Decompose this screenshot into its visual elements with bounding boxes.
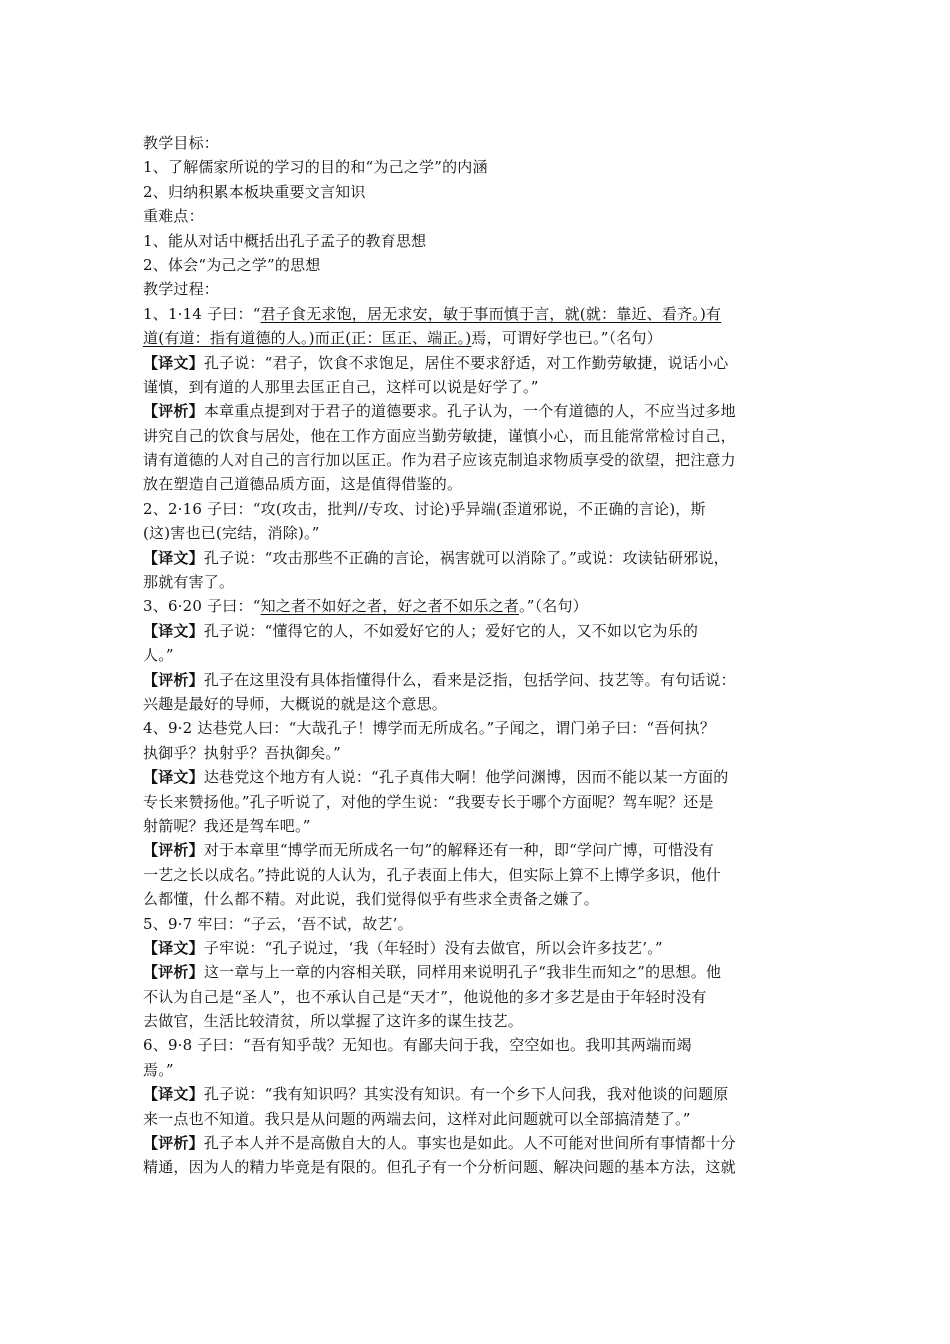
underlined-quote: 君子食无求饱，居无求安，敏于事而慎于言，就(就：靠近、看齐。)有: [260, 304, 722, 323]
section-tag: 【译文】: [143, 768, 204, 787]
line-text: 2、归纳积累本板块重要文言知识: [143, 182, 366, 201]
text-line: [143, 521, 813, 545]
text-line: [143, 863, 813, 887]
text-line: [143, 1009, 813, 1033]
line-text: 孔子本人并不是高傲自大的人。事实也是如此。人不可能对世间所有事情都十分: [203, 1134, 736, 1153]
text-line: [143, 692, 813, 716]
line-text: 射箭呢？我还是驾车吧。”: [143, 816, 311, 835]
text-line: [143, 1058, 813, 1082]
line-text: 教学目标：: [143, 134, 220, 152]
line-text: 本章重点提到对于君子的道德要求。孔子认为，一个有道德的人，不应当过多地: [203, 402, 736, 421]
text-line: [143, 912, 813, 936]
line-text: 讲究自己的饮食与居处，他在工作方面应当勤劳敏捷，谨慎小心，而且能常常检讨自己，: [143, 426, 736, 445]
text-line: [143, 155, 813, 179]
line-text: 去做官，生活比较清贫，所以掌握了这许多的谋生技艺。: [143, 1012, 524, 1031]
section-tag: 【评析】: [143, 1134, 204, 1153]
line-text: 那就有害了。: [143, 573, 235, 592]
line-text: 兴趣是最好的导师，大概说的就是这个意思。: [143, 694, 448, 713]
text-line: [143, 643, 813, 667]
text-line: [143, 765, 813, 789]
text-line: [143, 180, 813, 204]
line-text: 不认为自己是“圣人”，也不承认自己是“天才”，他说他的多才多艺是由于年轻时没有: [143, 987, 707, 1006]
section-tag: 【评析】: [143, 963, 204, 982]
text-line: [143, 253, 813, 277]
line-text: 么都懂，什么都不精。对此说，我们觉得似乎有些求全责备之嫌了。: [143, 890, 600, 909]
text-line: [143, 229, 813, 253]
text-line: [143, 546, 813, 570]
line-text: 子牢说：“孔子说过，‘我（年轻时）没有去做官，所以会许多技艺’。”: [203, 938, 663, 957]
line-text: 1、1·14 子曰：“: [143, 304, 261, 323]
line-text: 对于本章里“博学而无所成名一句”的解释还有一种，即“学问广博，可惜没有: [203, 841, 714, 860]
line-text: 重难点：: [143, 207, 204, 226]
section-tag: 【评析】: [143, 841, 204, 860]
text-line: [143, 960, 813, 984]
text-line: [143, 277, 813, 301]
text-line: [143, 570, 813, 594]
text-line: [143, 594, 813, 618]
text-line: [143, 790, 813, 814]
line-text: 3、6·20 子曰：“: [143, 597, 261, 616]
line-text: 教学过程：: [143, 280, 220, 299]
line-text: 1、能从对话中概括出孔子孟子的教育思想: [143, 231, 427, 250]
line-text: 焉，可谓好学也已。”（名句）: [471, 329, 662, 348]
line-text: 焉。”: [143, 1060, 174, 1079]
line-text: 5、9·7 牢曰：“子云，‘吾不试，故艺’。: [143, 914, 413, 933]
text-line: [143, 619, 813, 643]
text-line: [143, 472, 813, 496]
line-text: 1、了解儒家所说的学习的目的和“为己之学”的内涵: [143, 158, 488, 177]
line-text: 放在塑造自己道德品质方面，这是值得借鉴的。: [143, 475, 463, 494]
text-line: [143, 985, 813, 1009]
text-line: [143, 936, 813, 960]
text-line: [143, 375, 813, 399]
text-line: [143, 716, 813, 740]
text-line: [143, 838, 813, 862]
section-tag: 【译文】: [143, 353, 204, 372]
text-line: [143, 448, 813, 472]
line-text: 执御乎？执射乎？吾执御矣。”: [143, 743, 341, 762]
text-line: [143, 887, 813, 911]
document-body: [143, 131, 813, 1180]
text-line: [143, 1107, 813, 1131]
text-line: [143, 668, 813, 692]
section-tag: 【评析】: [143, 670, 204, 689]
line-text: 2、体会“为己之学”的思想: [143, 255, 321, 274]
text-line: [143, 204, 813, 228]
line-text: (这)害也已(完结，消除)。”: [143, 524, 320, 543]
line-text: 孔子说：“懂得它的人，不如爱好它的人；爱好它的人，又不如以它为乐的: [203, 621, 699, 640]
text-line: [143, 497, 813, 521]
line-text: 6、9·8 子曰：“吾有知乎哉？无知也。有鄙夫问于我，空空如也。我叩其两端而竭: [143, 1036, 692, 1055]
text-line: [143, 399, 813, 423]
text-line: [143, 424, 813, 448]
line-text: 人。”: [143, 646, 174, 665]
underlined-quote: 知之者不如好之者，好之者不如乐之者: [260, 597, 519, 616]
text-line: [143, 326, 813, 350]
line-text: 孔子说：“我有知识吗？其实没有知识。有一个乡下人问我，我对他谈的问题原: [203, 1085, 729, 1104]
text-line: [143, 302, 813, 326]
section-tag: 【译文】: [143, 621, 204, 640]
text-line: [143, 1033, 813, 1057]
line-text: 谨慎，到有道的人那里去匡正自己，这样可以说是好学了。”: [143, 377, 539, 396]
underlined-quote: 道(有道：指有道德的人。)而正(正：匡正、端正。): [143, 329, 472, 348]
line-text: 4、9·2 达巷党人曰：“大哉孔子！博学而无所成名。”子闻之，谓门弟子曰：“吾何执？: [143, 719, 716, 738]
line-text: 请有道德的人对自己的言行加以匡正。作为君子应该克制追求物质享受的欲望，把注意力: [143, 451, 736, 470]
line-text: 专长来赞扬他。”孔子听说了，对他的学生说：“我要专长于哪个方面呢？驾车呢？还是: [143, 792, 714, 811]
text-line: [143, 131, 813, 155]
text-line: [143, 741, 813, 765]
line-text: 2、2·16 子曰：“攻(攻击，批判//专攻、讨论)乎异端(歪道邪说，不正确的言论)，斯: [143, 499, 706, 518]
text-line: [143, 1082, 813, 1106]
text-line: [143, 351, 813, 375]
line-text: 这一章与上一章的内容相关联，同样用来说明孔子“我非生而知之”的思想。他: [203, 963, 722, 982]
text-line: [143, 1131, 813, 1155]
line-text: 一艺之长以成名。”持此说的人认为，孔子表面上伟大，但实际上算不上博学多识，他什: [143, 865, 721, 884]
line-text: 达巷党这个地方有人说：“孔子真伟大啊！他学问渊博，因而不能以某一方面的: [203, 768, 729, 787]
text-line: [143, 1155, 813, 1179]
line-text: 孔子说：“君子，饮食不求饱足，居住不要求舒适，对工作勤劳敏捷，说话小心: [203, 353, 729, 372]
section-tag: 【评析】: [143, 402, 204, 421]
section-tag: 【译文】: [143, 1085, 204, 1104]
section-tag: 【译文】: [143, 938, 204, 957]
line-text: 孔子说：“攻击那些不正确的言论，祸害就可以消除了。”或说：攻读钻研邪说，: [203, 548, 729, 567]
line-text: 精通，因为人的精力毕竟是有限的。但孔子有一个分析问题、解决问题的基本方法，这就: [143, 1158, 736, 1177]
line-text: 孔子在这里没有具体指懂得什么，看来是泛指，包括学问、技艺等。有句话说：: [203, 670, 736, 689]
line-text: 。”（名句）: [519, 597, 588, 616]
section-tag: 【译文】: [143, 548, 204, 567]
text-line: [143, 814, 813, 838]
line-text: 来一点也不知道。我只是从问题的两端去问，这样对此问题就可以全部搞清楚了。”: [143, 1109, 691, 1128]
